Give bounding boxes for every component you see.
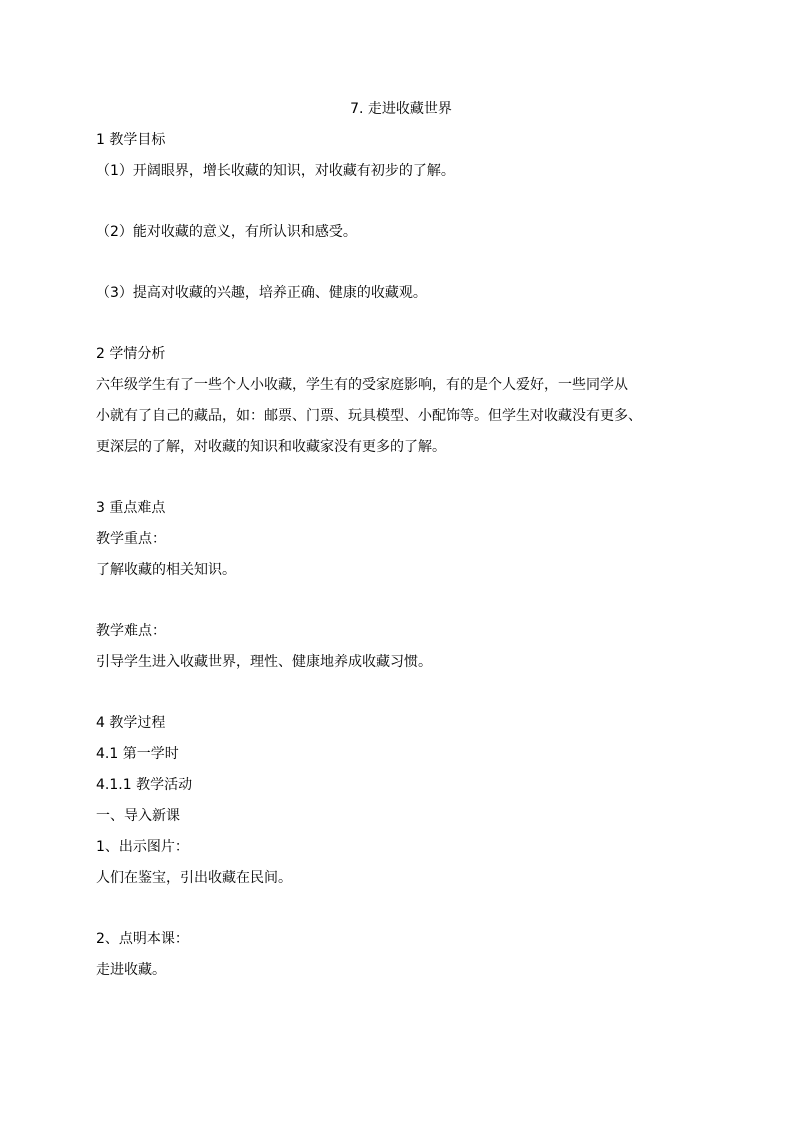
paragraph-line: 六年级学生有了一些个人小收藏，学生有的受家庭影响，有的是个人爱好，一些同学从: [96, 377, 628, 393]
step-state-lesson-text: 走进收藏。: [96, 962, 166, 978]
subsection-heading-teaching-activities: 4.1.1 教学活动: [96, 777, 193, 793]
blank-line: [96, 248, 706, 278]
difficulty-text: 引导学生进入收藏世界，理性、健康地养成收藏习惯。: [96, 654, 432, 670]
document-body: [96, 94, 706, 986]
document-title: 7. 走进收藏世界: [350, 101, 452, 117]
paragraph-line: 小就有了自己的藏品，如：邮票、门票、玩具模型、小配饰等。但学生对收藏没有更多、: [96, 408, 642, 424]
key-point-label: 教学重点：: [96, 531, 166, 547]
blank-line: [96, 678, 706, 708]
paragraph-line: 更深层的了解，对收藏的知识和收藏家没有更多的了解。: [96, 439, 446, 455]
step-show-pictures-text: 人们在鉴宝，引出收藏在民间。: [96, 870, 292, 886]
step-state-lesson-label: 2、点明本课：: [96, 931, 189, 947]
section-heading-teaching-goals: 1 教学目标: [96, 132, 166, 148]
goal-item-3: （3）提高对收藏的兴趣，培养正确、健康的收藏观。: [96, 285, 427, 301]
step-show-pictures-label: 1、出示图片：: [96, 839, 189, 855]
section-heading-teaching-process: 4 教学过程: [96, 715, 166, 731]
goal-item-1: （1）开阔眼界，增长收藏的知识，对收藏有初步的了解。: [96, 163, 455, 179]
blank-line: [96, 463, 706, 493]
step-intro-new-lesson: 一、导入新课: [96, 808, 180, 824]
difficulty-label: 教学难点：: [96, 623, 166, 639]
section-heading-student-analysis: 2 学情分析: [96, 346, 166, 362]
key-point-text: 了解收藏的相关知识。: [96, 562, 236, 578]
blank-line: [96, 309, 706, 339]
blank-line: [96, 187, 706, 217]
blank-line: [96, 894, 706, 924]
subsection-heading-first-period: 4.1 第一学时: [96, 746, 179, 762]
student-analysis-paragraph: [96, 370, 706, 463]
blank-line: [96, 586, 706, 616]
section-heading-key-difficulties: 3 重点难点: [96, 500, 166, 516]
goal-item-2: （2）能对收藏的意义，有所认识和感受。: [96, 224, 357, 240]
